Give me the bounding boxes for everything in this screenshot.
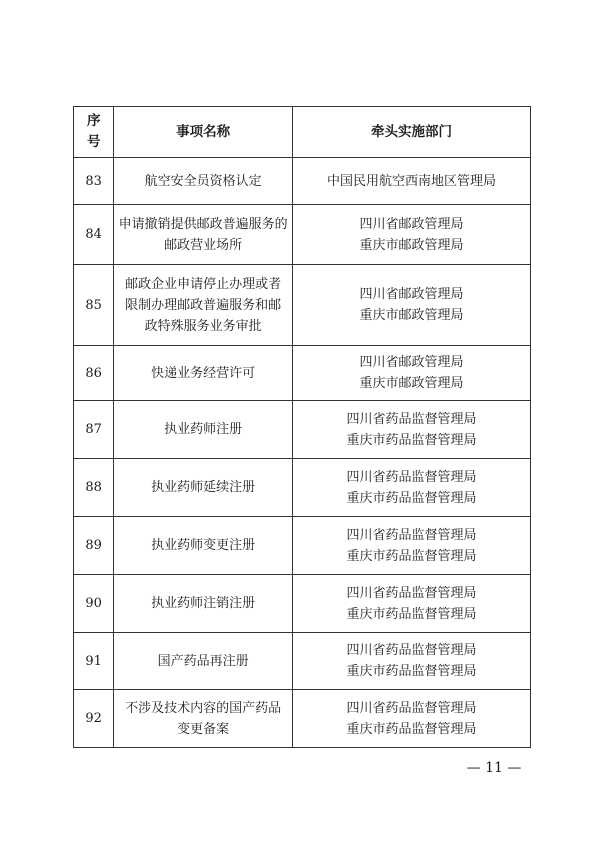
department-line: 重庆市邮政管理局	[359, 308, 464, 323]
department-cell	[292, 346, 530, 401]
page-number: — 11 —	[466, 760, 522, 776]
department-line: 四川省药品监督管理局	[346, 585, 477, 601]
department-cell	[292, 459, 530, 517]
department-cell	[292, 517, 530, 575]
department-cell	[292, 690, 530, 748]
items-table	[73, 106, 531, 748]
department-cell	[292, 401, 530, 459]
item-name-line: 邮政企业申请停止办理或者	[125, 276, 282, 292]
item-name-line: 执业药师变更注册	[151, 538, 256, 553]
header-department: 牵头实施部门	[292, 107, 530, 158]
table-row	[74, 346, 531, 401]
item-name-line: 执业药师注销注册	[151, 596, 256, 611]
table-row	[74, 158, 531, 205]
department-line: 重庆市药品监督管理局	[346, 432, 477, 448]
item-name-line: 邮政营业场所	[164, 237, 243, 253]
header-serial-line: 序	[86, 113, 101, 129]
serial-number-cell: 87	[74, 401, 114, 459]
item-name-cell	[114, 575, 293, 633]
department-line: 重庆市药品监督管理局	[346, 548, 477, 564]
item-name-line: 不涉及技术内容的国产药品	[125, 700, 282, 716]
header-item-name: 事项名称	[114, 107, 293, 158]
item-name-line: 执业药师注册	[164, 422, 243, 437]
serial-number-cell: 83	[74, 158, 114, 205]
serial-number-cell: 89	[74, 517, 114, 575]
item-name-cell	[114, 690, 293, 748]
department-line: 重庆市药品监督管理局	[346, 721, 477, 737]
serial-number-cell: 85	[74, 265, 114, 346]
department-line: 四川省药品监督管理局	[346, 527, 477, 543]
department-cell	[292, 158, 530, 205]
item-name-line: 国产药品再注册	[157, 653, 249, 669]
department-cell	[292, 633, 530, 690]
header-serial-line: 号	[86, 134, 101, 150]
item-name-line: 申请撤销提供邮政普遍服务的	[118, 216, 288, 232]
serial-number-cell: 92	[74, 690, 114, 748]
department-line: 四川省药品监督管理局	[346, 411, 477, 427]
item-name-cell	[114, 459, 293, 517]
item-name-cell	[114, 158, 293, 205]
department-line: 中国民用航空西南地区管理局	[326, 173, 496, 189]
table-row	[74, 633, 531, 690]
serial-number-cell: 86	[74, 346, 114, 401]
department-line: 重庆市邮政管理局	[359, 237, 464, 253]
item-name-cell	[114, 205, 293, 265]
table-row	[74, 517, 531, 575]
department-line: 四川省邮政管理局	[359, 287, 464, 302]
department-line: 重庆市邮政管理局	[359, 376, 464, 391]
item-name-line: 变更备案	[177, 721, 230, 737]
table-row	[74, 459, 531, 517]
item-name-cell	[114, 265, 293, 346]
department-cell	[292, 265, 530, 346]
table-row	[74, 265, 531, 346]
department-cell	[292, 205, 530, 265]
department-line: 重庆市药品监督管理局	[346, 664, 477, 679]
item-name-line: 执业药师延续注册	[151, 480, 256, 495]
item-name-cell	[114, 401, 293, 459]
item-name-line: 航空安全员资格认定	[144, 173, 262, 189]
department-line: 重庆市药品监督管理局	[346, 606, 477, 622]
table-header-row	[74, 107, 531, 158]
department-line: 重庆市药品监督管理局	[346, 490, 477, 506]
table-row	[74, 205, 531, 265]
department-line: 四川省药品监督管理局	[346, 700, 477, 716]
table-body	[74, 158, 531, 748]
department-line: 四川省药品监督管理局	[346, 643, 477, 658]
serial-number-cell: 90	[74, 575, 114, 633]
serial-number-cell: 88	[74, 459, 114, 517]
serial-number-cell: 91	[74, 633, 114, 690]
item-name-cell	[114, 633, 293, 690]
header-serial-number	[74, 107, 114, 158]
table-row	[74, 575, 531, 633]
item-name-line: 政特殊服务业务审批	[144, 318, 262, 334]
department-line: 四川省药品监督管理局	[346, 469, 477, 485]
serial-number-cell: 84	[74, 205, 114, 265]
department-line: 四川省邮政管理局	[359, 216, 464, 232]
item-name-cell	[114, 346, 293, 401]
table-row	[74, 401, 531, 459]
item-name-line: 快递业务经营许可	[151, 365, 256, 381]
department-line: 四川省邮政管理局	[359, 355, 464, 370]
table-row	[74, 690, 531, 748]
department-cell	[292, 575, 530, 633]
item-name-cell	[114, 517, 293, 575]
item-name-line: 限制办理邮政普遍服务和邮	[125, 297, 282, 313]
